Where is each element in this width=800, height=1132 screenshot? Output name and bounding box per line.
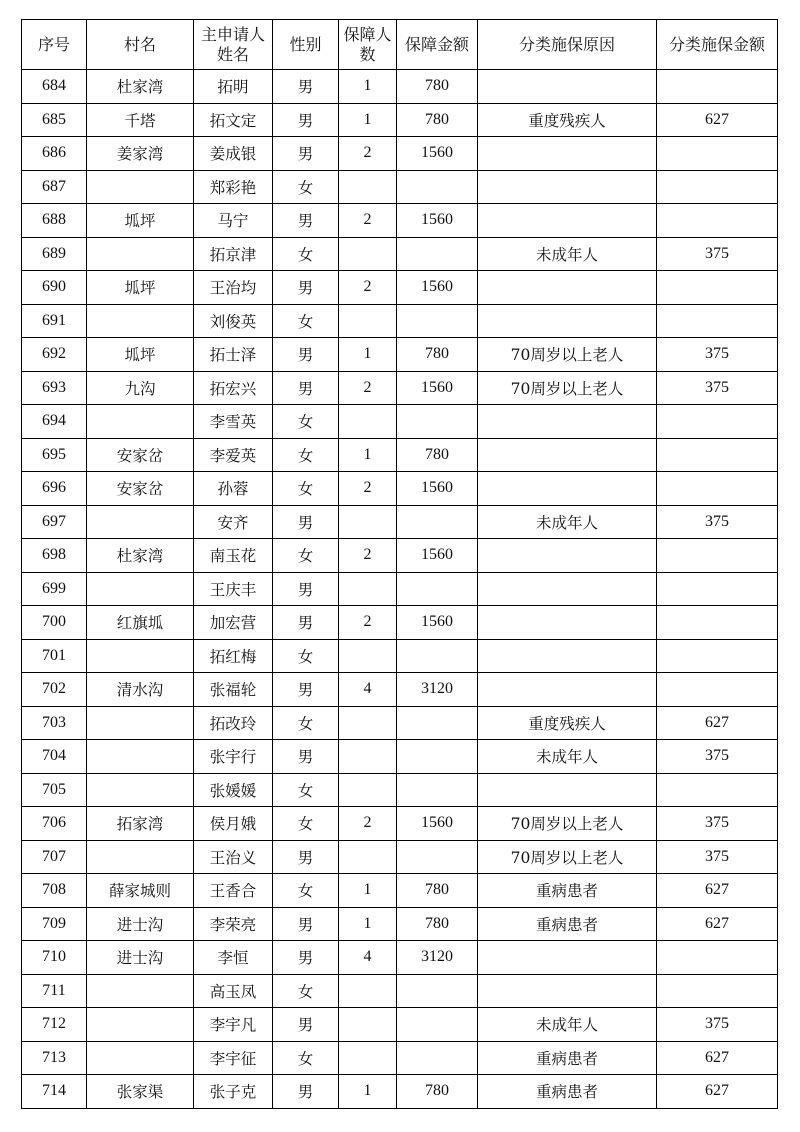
village-name-cell — [87, 304, 194, 338]
applicant-name-cell: 拓文定 — [194, 103, 273, 137]
serial-number-cell: 694 — [22, 405, 87, 439]
category-reason-cell: 70周岁以上老人 — [478, 840, 657, 874]
village-name-cell — [87, 1041, 194, 1075]
village-name-cell: 安家岔 — [87, 438, 194, 472]
table-row — [22, 1075, 778, 1109]
applicant-name-cell: 李爱英 — [194, 438, 273, 472]
table-row — [22, 706, 778, 740]
village-name-cell: 九沟 — [87, 371, 194, 405]
category-reason-cell — [478, 137, 657, 171]
village-name-cell: 千塔 — [87, 103, 194, 137]
applicant-name-cell: 侯月娥 — [194, 807, 273, 841]
gender-cell: 女 — [273, 405, 339, 439]
village-name-cell: 姜家湾 — [87, 137, 194, 171]
covered-persons-cell: 2 — [339, 137, 397, 171]
category-reason-cell: 70周岁以上老人 — [478, 338, 657, 372]
covered-persons-cell — [339, 639, 397, 673]
covered-persons-cell: 2 — [339, 606, 397, 640]
category-amount-cell — [657, 539, 778, 573]
category-amount-cell — [657, 673, 778, 707]
serial-number-cell: 692 — [22, 338, 87, 372]
applicant-name-cell: 张宇行 — [194, 740, 273, 774]
benefit-amount-cell — [397, 405, 478, 439]
village-name-cell — [87, 405, 194, 439]
applicant-name-cell: 刘俊英 — [194, 304, 273, 338]
benefit-amount-cell: 1560 — [397, 371, 478, 405]
gender-cell: 男 — [273, 271, 339, 305]
applicant-name-cell: 马宁 — [194, 204, 273, 238]
serial-number-cell: 712 — [22, 1008, 87, 1042]
category-amount-cell: 627 — [657, 1041, 778, 1075]
table-row — [22, 673, 778, 707]
village-name-cell — [87, 505, 194, 539]
serial-number-cell: 689 — [22, 237, 87, 271]
category-amount-cell — [657, 271, 778, 305]
table-row — [22, 472, 778, 506]
category-reason-cell: 重度残疾人 — [478, 706, 657, 740]
serial-number-cell: 697 — [22, 505, 87, 539]
category-reason-cell — [478, 170, 657, 204]
table-body — [22, 70, 778, 1109]
header-covered-persons: 保障人数 — [339, 20, 397, 70]
category-amount-cell — [657, 170, 778, 204]
applicant-name-cell: 李雪英 — [194, 405, 273, 439]
village-name-cell: 进士沟 — [87, 907, 194, 941]
serial-number-cell: 707 — [22, 840, 87, 874]
serial-number-cell: 710 — [22, 941, 87, 975]
benefit-amount-cell — [397, 170, 478, 204]
village-name-cell — [87, 840, 194, 874]
category-reason-cell: 未成年人 — [478, 1008, 657, 1042]
table-row — [22, 606, 778, 640]
gender-cell: 女 — [273, 639, 339, 673]
category-amount-cell: 627 — [657, 103, 778, 137]
gender-cell: 男 — [273, 137, 339, 171]
header-category-reason: 分类施保原因 — [478, 20, 657, 70]
applicant-name-cell: 李宇凡 — [194, 1008, 273, 1042]
village-name-cell — [87, 1008, 194, 1042]
table-row — [22, 338, 778, 372]
table-row — [22, 170, 778, 204]
covered-persons-cell — [339, 706, 397, 740]
applicant-name-cell: 郑彩艳 — [194, 170, 273, 204]
gender-cell: 女 — [273, 874, 339, 908]
gender-cell: 男 — [273, 1075, 339, 1109]
serial-number-cell: 693 — [22, 371, 87, 405]
header-serial-number: 序号 — [22, 20, 87, 70]
table-row — [22, 941, 778, 975]
village-name-cell: 清水沟 — [87, 673, 194, 707]
covered-persons-cell: 1 — [339, 338, 397, 372]
covered-persons-cell: 2 — [339, 807, 397, 841]
benefit-amount-cell: 1560 — [397, 807, 478, 841]
category-reason-cell — [478, 606, 657, 640]
gender-cell: 女 — [273, 1041, 339, 1075]
category-reason-cell — [478, 304, 657, 338]
serial-number-cell: 687 — [22, 170, 87, 204]
category-reason-cell — [478, 405, 657, 439]
gender-cell: 女 — [273, 706, 339, 740]
category-amount-cell: 627 — [657, 907, 778, 941]
category-amount-cell — [657, 941, 778, 975]
covered-persons-cell: 4 — [339, 941, 397, 975]
serial-number-cell: 699 — [22, 572, 87, 606]
gender-cell: 女 — [273, 539, 339, 573]
category-amount-cell: 627 — [657, 1075, 778, 1109]
village-name-cell — [87, 237, 194, 271]
serial-number-cell: 703 — [22, 706, 87, 740]
covered-persons-cell: 1 — [339, 103, 397, 137]
category-reason-cell: 70周岁以上老人 — [478, 371, 657, 405]
benefit-amount-cell — [397, 1041, 478, 1075]
table-row — [22, 304, 778, 338]
category-reason-cell: 未成年人 — [478, 505, 657, 539]
applicant-name-cell: 李荣亮 — [194, 907, 273, 941]
benefit-amount-cell: 780 — [397, 1075, 478, 1109]
category-reason-cell: 重病患者 — [478, 874, 657, 908]
applicant-name-cell: 王治义 — [194, 840, 273, 874]
benefit-amount-cell: 780 — [397, 70, 478, 104]
village-name-cell: 拓家湾 — [87, 807, 194, 841]
table-row — [22, 405, 778, 439]
serial-number-cell: 690 — [22, 271, 87, 305]
category-amount-cell — [657, 137, 778, 171]
applicant-name-cell: 张子克 — [194, 1075, 273, 1109]
gender-cell: 男 — [273, 840, 339, 874]
covered-persons-cell — [339, 304, 397, 338]
applicant-name-cell: 拓宏兴 — [194, 371, 273, 405]
table-row — [22, 840, 778, 874]
category-amount-cell — [657, 70, 778, 104]
category-reason-cell — [478, 673, 657, 707]
covered-persons-cell: 1 — [339, 874, 397, 908]
benefit-amount-cell: 1560 — [397, 472, 478, 506]
category-amount-cell — [657, 572, 778, 606]
category-amount-cell: 375 — [657, 807, 778, 841]
serial-number-cell: 709 — [22, 907, 87, 941]
gender-cell: 男 — [273, 606, 339, 640]
gender-cell: 男 — [273, 505, 339, 539]
table-row — [22, 807, 778, 841]
table-row — [22, 773, 778, 807]
covered-persons-cell — [339, 237, 397, 271]
category-reason-cell — [478, 539, 657, 573]
category-amount-cell — [657, 204, 778, 238]
applicant-name-cell: 拓红梅 — [194, 639, 273, 673]
covered-persons-cell — [339, 840, 397, 874]
table-row — [22, 505, 778, 539]
gender-cell: 男 — [273, 740, 339, 774]
category-amount-cell: 375 — [657, 505, 778, 539]
benefit-amount-cell: 780 — [397, 907, 478, 941]
category-reason-cell — [478, 639, 657, 673]
covered-persons-cell: 2 — [339, 472, 397, 506]
category-reason-cell: 重病患者 — [478, 1075, 657, 1109]
category-amount-cell — [657, 773, 778, 807]
applicant-name-cell: 孙蓉 — [194, 472, 273, 506]
applicant-name-cell: 拓改玲 — [194, 706, 273, 740]
benefit-amount-cell: 1560 — [397, 137, 478, 171]
category-reason-cell: 未成年人 — [478, 237, 657, 271]
table-row — [22, 237, 778, 271]
category-reason-cell — [478, 572, 657, 606]
category-amount-cell — [657, 606, 778, 640]
header-applicant-name: 主申请人姓名 — [194, 20, 273, 70]
applicant-name-cell: 张媛媛 — [194, 773, 273, 807]
covered-persons-cell: 2 — [339, 204, 397, 238]
applicant-name-cell: 南玉花 — [194, 539, 273, 573]
gender-cell: 女 — [273, 472, 339, 506]
gender-cell: 男 — [273, 572, 339, 606]
covered-persons-cell — [339, 170, 397, 204]
table-row — [22, 740, 778, 774]
covered-persons-cell: 1 — [339, 438, 397, 472]
village-name-cell — [87, 170, 194, 204]
benefit-amount-cell — [397, 706, 478, 740]
gender-cell: 男 — [273, 371, 339, 405]
gender-cell: 女 — [273, 807, 339, 841]
covered-persons-cell — [339, 405, 397, 439]
table-row — [22, 639, 778, 673]
header-village-name: 村名 — [87, 20, 194, 70]
covered-persons-cell: 2 — [339, 539, 397, 573]
applicant-name-cell: 张福轮 — [194, 673, 273, 707]
gender-cell: 男 — [273, 338, 339, 372]
header-gender: 性别 — [273, 20, 339, 70]
village-name-cell — [87, 974, 194, 1008]
serial-number-cell: 701 — [22, 639, 87, 673]
gender-cell: 男 — [273, 941, 339, 975]
table-row — [22, 371, 778, 405]
table-row — [22, 539, 778, 573]
gender-cell: 女 — [273, 974, 339, 1008]
covered-persons-cell — [339, 1008, 397, 1042]
benefit-amount-cell: 780 — [397, 338, 478, 372]
gender-cell: 男 — [273, 70, 339, 104]
covered-persons-cell — [339, 1041, 397, 1075]
category-amount-cell — [657, 304, 778, 338]
serial-number-cell: 685 — [22, 103, 87, 137]
covered-persons-cell — [339, 505, 397, 539]
category-reason-cell: 70周岁以上老人 — [478, 807, 657, 841]
village-name-cell — [87, 639, 194, 673]
covered-persons-cell — [339, 974, 397, 1008]
category-amount-cell: 375 — [657, 740, 778, 774]
serial-number-cell: 686 — [22, 137, 87, 171]
applicant-name-cell: 王治均 — [194, 271, 273, 305]
category-reason-cell — [478, 974, 657, 1008]
serial-number-cell: 702 — [22, 673, 87, 707]
serial-number-cell: 695 — [22, 438, 87, 472]
benefit-amount-cell — [397, 639, 478, 673]
category-reason-cell — [478, 204, 657, 238]
village-name-cell: 薛家城则 — [87, 874, 194, 908]
category-reason-cell — [478, 70, 657, 104]
benefit-amount-cell: 3120 — [397, 673, 478, 707]
village-name-cell — [87, 773, 194, 807]
village-name-cell: 杜家湾 — [87, 70, 194, 104]
category-amount-cell: 375 — [657, 1008, 778, 1042]
serial-number-cell: 714 — [22, 1075, 87, 1109]
covered-persons-cell — [339, 740, 397, 774]
assistance-table-sheet — [21, 19, 778, 1109]
category-reason-cell — [478, 438, 657, 472]
benefit-amount-cell — [397, 840, 478, 874]
serial-number-cell: 698 — [22, 539, 87, 573]
serial-number-cell: 704 — [22, 740, 87, 774]
covered-persons-cell: 1 — [339, 1075, 397, 1109]
category-amount-cell: 375 — [657, 237, 778, 271]
covered-persons-cell: 1 — [339, 907, 397, 941]
table-row — [22, 1041, 778, 1075]
village-name-cell: 坬坪 — [87, 338, 194, 372]
category-reason-cell — [478, 941, 657, 975]
covered-persons-cell — [339, 773, 397, 807]
gender-cell: 男 — [273, 673, 339, 707]
table-row — [22, 572, 778, 606]
applicant-name-cell: 李恒 — [194, 941, 273, 975]
table-row — [22, 137, 778, 171]
header-category-amount: 分类施保金额 — [657, 20, 778, 70]
gender-cell: 女 — [273, 237, 339, 271]
benefit-amount-cell: 1560 — [397, 539, 478, 573]
applicant-name-cell: 加宏营 — [194, 606, 273, 640]
serial-number-cell: 713 — [22, 1041, 87, 1075]
header-benefit-amount: 保障金额 — [397, 20, 478, 70]
benefit-amount-cell: 3120 — [397, 941, 478, 975]
table-row — [22, 70, 778, 104]
benefit-amount-cell — [397, 1008, 478, 1042]
table-row — [22, 204, 778, 238]
covered-persons-cell: 4 — [339, 673, 397, 707]
covered-persons-cell: 2 — [339, 271, 397, 305]
category-amount-cell: 627 — [657, 706, 778, 740]
category-reason-cell — [478, 271, 657, 305]
category-amount-cell — [657, 472, 778, 506]
table-row — [22, 271, 778, 305]
category-amount-cell: 375 — [657, 338, 778, 372]
applicant-name-cell: 拓明 — [194, 70, 273, 104]
table-row — [22, 874, 778, 908]
serial-number-cell: 708 — [22, 874, 87, 908]
applicant-name-cell: 拓士泽 — [194, 338, 273, 372]
applicant-name-cell: 王庆丰 — [194, 572, 273, 606]
gender-cell: 女 — [273, 773, 339, 807]
category-reason-cell: 未成年人 — [478, 740, 657, 774]
village-name-cell: 坬坪 — [87, 204, 194, 238]
serial-number-cell: 711 — [22, 974, 87, 1008]
serial-number-cell: 705 — [22, 773, 87, 807]
applicant-name-cell: 拓京津 — [194, 237, 273, 271]
village-name-cell: 安家岔 — [87, 472, 194, 506]
header-row — [22, 20, 778, 70]
applicant-name-cell: 安齐 — [194, 505, 273, 539]
applicant-name-cell: 姜成银 — [194, 137, 273, 171]
category-amount-cell — [657, 438, 778, 472]
benefit-amount-cell — [397, 304, 478, 338]
benefit-amount-cell — [397, 773, 478, 807]
table-row — [22, 974, 778, 1008]
applicant-name-cell: 王香合 — [194, 874, 273, 908]
village-name-cell: 坬坪 — [87, 271, 194, 305]
gender-cell: 男 — [273, 103, 339, 137]
category-reason-cell: 重病患者 — [478, 1041, 657, 1075]
gender-cell: 女 — [273, 438, 339, 472]
applicant-name-cell: 高玉凤 — [194, 974, 273, 1008]
village-name-cell: 杜家湾 — [87, 539, 194, 573]
category-reason-cell: 重病患者 — [478, 907, 657, 941]
category-amount-cell — [657, 405, 778, 439]
category-reason-cell — [478, 773, 657, 807]
village-name-cell: 红旗坬 — [87, 606, 194, 640]
benefit-amount-cell: 780 — [397, 438, 478, 472]
category-reason-cell: 重度残疾人 — [478, 103, 657, 137]
serial-number-cell: 688 — [22, 204, 87, 238]
benefit-amount-cell: 1560 — [397, 204, 478, 238]
assistance-table — [21, 19, 778, 1109]
benefit-amount-cell — [397, 237, 478, 271]
category-amount-cell — [657, 639, 778, 673]
village-name-cell — [87, 706, 194, 740]
village-name-cell — [87, 572, 194, 606]
benefit-amount-cell — [397, 505, 478, 539]
gender-cell: 男 — [273, 1008, 339, 1042]
benefit-amount-cell: 1560 — [397, 606, 478, 640]
benefit-amount-cell: 780 — [397, 874, 478, 908]
covered-persons-cell — [339, 572, 397, 606]
category-amount-cell: 375 — [657, 840, 778, 874]
table-row — [22, 438, 778, 472]
serial-number-cell: 696 — [22, 472, 87, 506]
benefit-amount-cell — [397, 740, 478, 774]
benefit-amount-cell — [397, 572, 478, 606]
covered-persons-cell: 1 — [339, 70, 397, 104]
category-amount-cell: 375 — [657, 371, 778, 405]
serial-number-cell: 691 — [22, 304, 87, 338]
category-amount-cell: 627 — [657, 874, 778, 908]
table-row — [22, 907, 778, 941]
gender-cell: 男 — [273, 907, 339, 941]
covered-persons-cell: 2 — [339, 371, 397, 405]
village-name-cell: 张家渠 — [87, 1075, 194, 1109]
category-reason-cell — [478, 472, 657, 506]
benefit-amount-cell — [397, 974, 478, 1008]
table-row — [22, 1008, 778, 1042]
benefit-amount-cell: 780 — [397, 103, 478, 137]
village-name-cell — [87, 740, 194, 774]
applicant-name-cell: 李宇征 — [194, 1041, 273, 1075]
benefit-amount-cell: 1560 — [397, 271, 478, 305]
village-name-cell: 进士沟 — [87, 941, 194, 975]
serial-number-cell: 700 — [22, 606, 87, 640]
gender-cell: 女 — [273, 170, 339, 204]
serial-number-cell: 706 — [22, 807, 87, 841]
gender-cell: 女 — [273, 304, 339, 338]
category-amount-cell — [657, 974, 778, 1008]
table-row — [22, 103, 778, 137]
gender-cell: 男 — [273, 204, 339, 238]
serial-number-cell: 684 — [22, 70, 87, 104]
